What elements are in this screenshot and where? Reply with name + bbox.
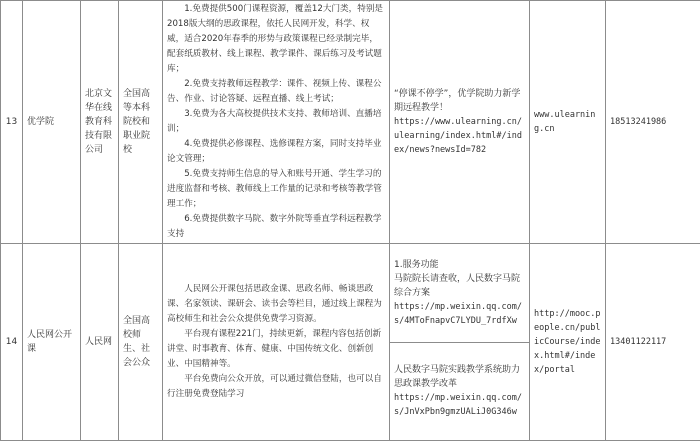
contact-phone: 13401122117 xyxy=(606,244,700,441)
article-link-cell xyxy=(390,244,530,441)
article-url[interactable]: https://www.ulearning.cn/ulearning/index.html#/index/news?newsId=782 xyxy=(394,115,525,157)
description-paragraph: 6.免费提供数字马院、数字外院等垂直学科远程教学支持 xyxy=(167,212,385,242)
row-number: 14 xyxy=(1,244,23,441)
platform-name: 优学院 xyxy=(23,1,81,244)
service-description xyxy=(163,244,390,441)
company-name: 北京文华在线教育科技有限公司 xyxy=(81,1,119,244)
description-paragraph: 1.免费提供500门课程资源，覆盖12大门类，特别是2018版大纲的思政课程，依托人民网开发，科学、权威，适合2020年春季的形势与政策课程已经录制完毕，配套纸质教材、线上课程、教学课件、课后练习及考试题库； xyxy=(167,2,385,77)
target-audience: 全国高校师生、社会公众 xyxy=(119,244,163,441)
row-number: 13 xyxy=(1,1,23,244)
description-paragraph: 2.免费支持教师远程教学：课件、视频上传、课程公告、作业、讨论答疑、远程直播、线上考试； xyxy=(167,77,385,107)
article-url[interactable]: https://mp.weixin.qq.com/s/4MToFnapvC7LYDU_7rdfXw xyxy=(394,300,525,328)
website-url[interactable]: www.ulearning.cn xyxy=(530,1,606,244)
description-paragraph: 人民网公开课包括思政金课、思政名师、畅谈思政课、名家领读、课研会、读书会等栏目，通过线上课程为高校师生和社会公众提供免费学习资源。 xyxy=(167,282,385,327)
description-paragraph: 3.免费为各大高校提供技术支持、教师培训、直播培训； xyxy=(167,107,385,137)
description-paragraph: 平台现有课程221门，持续更新，课程内容包括创新讲堂、时事教育、体育、健康、中国传统文化、创新创业、中国精神等。 xyxy=(167,327,385,372)
table-row xyxy=(1,244,700,441)
description-paragraph: 5.免费支持师生信息的导入和账号开通、学生学习的进度监督和考核、教师线上工作量的记录和考核等教学管理工作； xyxy=(167,167,385,212)
platform-name: 人民网公开课 xyxy=(23,244,81,441)
website-url[interactable]: http://mooc.people.cn/publicCourse/index.html#/index/portal xyxy=(530,244,606,441)
article-title: 人民数字马院实践教学系统助力思政课教学改革 xyxy=(394,363,525,391)
table-row xyxy=(1,1,700,244)
description-paragraph: 平台免费向公众开放，可以通过微信登陆，也可以自行注册免费登陆学习 xyxy=(167,372,385,402)
article-title: “停课不停学”，优学院助力新学期远程教学！ xyxy=(394,87,525,115)
article-link-cell xyxy=(390,1,530,244)
article-link-split xyxy=(390,244,529,440)
article-section-title: 1.服务功能 xyxy=(394,258,525,272)
description-paragraph: 4.免费提供必修课程、选修课程方案，同时支持毕业论文管理； xyxy=(167,137,385,167)
article-url[interactable]: https://mp.weixin.qq.com/s/JnVxPbn9gmzUALiJ0G346w xyxy=(394,391,525,419)
article-title: 马院院长请查收，人民数字马院综合方案 xyxy=(394,272,525,300)
target-audience: 全国高等本科院校和职业院校 xyxy=(119,1,163,244)
contact-phone: 18513241986 xyxy=(606,1,700,244)
company-name: 人民网 xyxy=(81,244,119,441)
service-description xyxy=(163,1,390,244)
